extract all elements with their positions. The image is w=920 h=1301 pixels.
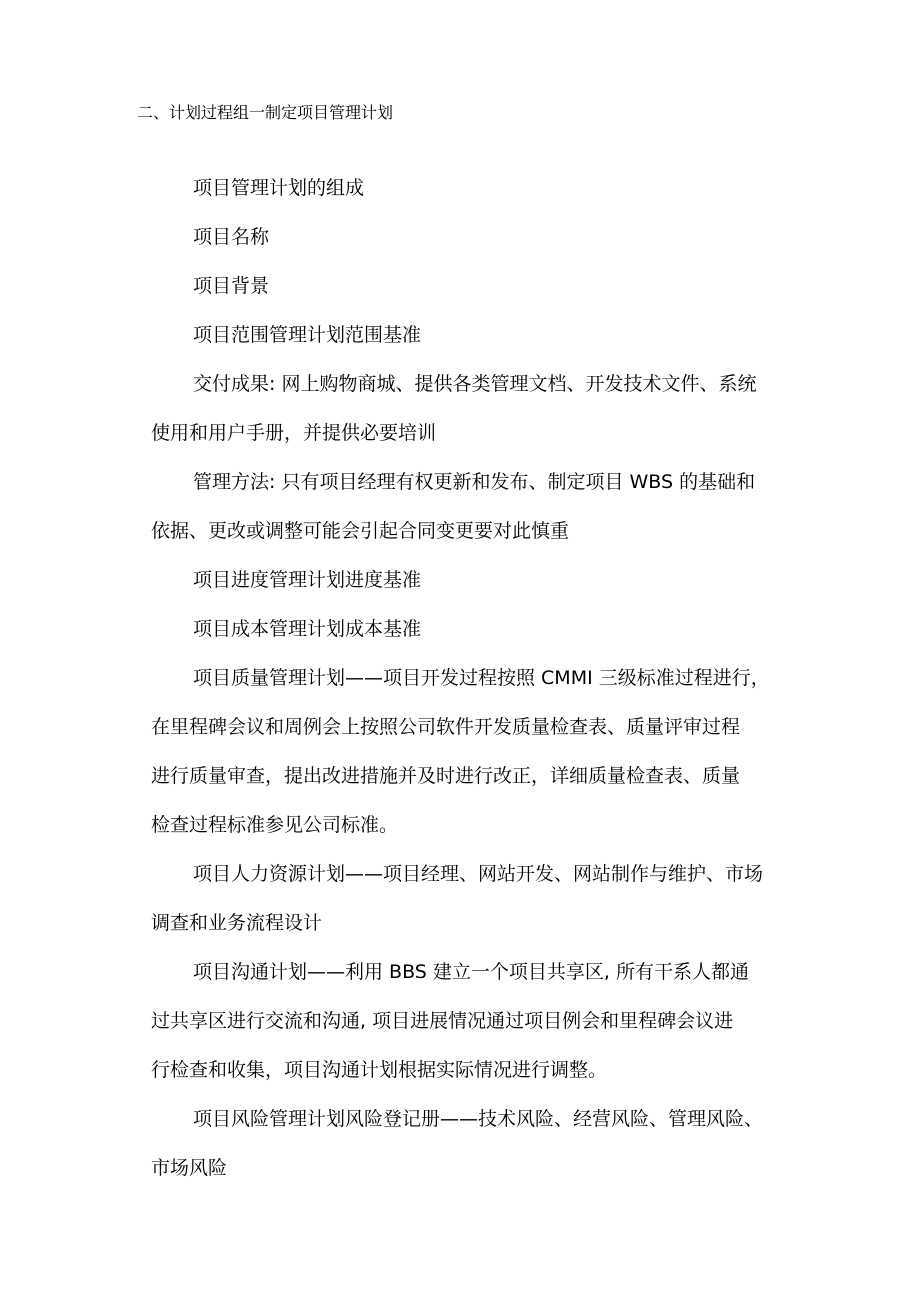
paragraph-line: 项目成本管理计划成本基准	[193, 618, 422, 640]
section-heading: 二、计划过程组一制定项目管理计划	[137, 103, 394, 122]
paragraph-line: 项目管理计划的组成	[193, 177, 365, 199]
paragraph-line: 使用和用户手册，并提供必要培训	[151, 422, 437, 444]
paragraph-line: 项目范围管理计划范围基准	[193, 324, 422, 346]
paragraph	[172, 213, 802, 262]
paragraph	[151, 654, 802, 850]
paragraph-line: 项目名称	[193, 226, 270, 248]
paragraph	[151, 850, 802, 948]
document-body	[151, 164, 802, 1193]
paragraph-line: 过共享区进行交流和沟通, 项目进展情况通过项目例会和里程碑会议进	[151, 1010, 734, 1032]
paragraph	[172, 262, 802, 311]
paragraph-line: 项目人力资源计划——项目经理、网站开发、网站制作与维护、市场	[193, 863, 764, 885]
paragraph-line: 依据、更改或调整可能会引起合同变更要对此慎重	[151, 520, 570, 542]
paragraph-line: 交付成果: 网上购物商城、提供各类管理文档、开发技术文件、系统	[193, 373, 757, 395]
paragraph-line: 检查过程标准参见公司标准。	[151, 814, 399, 836]
paragraph-line: 项目质量管理计划——项目开发过程按照 CMMI 三级标准过程进行，	[193, 667, 770, 689]
paragraph-line: 项目风险管理计划风险登记册——技术风险、经营风险、管理风险、	[193, 1108, 764, 1130]
paragraph-line: 项目沟通计划——利用 BBS 建立一个项目共享区, 所有干系人都通	[193, 961, 749, 983]
paragraph-line: 行检查和收集，项目沟通计划根据实际情况进行调整。	[151, 1059, 608, 1081]
paragraph-line: 进行质量审查，提出改进措施并及时进行改正，详细质量检查表、质量	[151, 765, 741, 787]
paragraph	[151, 360, 802, 458]
paragraph	[172, 311, 802, 360]
paragraph	[172, 605, 802, 654]
paragraph	[172, 556, 802, 605]
paragraph-line: 管理方法: 只有项目经理有权更新和发布、制定项目 WBS 的基础和	[193, 471, 756, 493]
paragraph-line: 市场风险	[151, 1157, 228, 1179]
paragraph	[151, 1095, 802, 1193]
paragraph-line: 项目背景	[193, 275, 270, 297]
paragraph-line: 调查和业务流程设计	[151, 912, 323, 934]
paragraph	[151, 458, 802, 556]
paragraph	[151, 948, 802, 1095]
paragraph-line: 在里程碑会议和周例会上按照公司软件开发质量检查表、质量评审过程	[151, 716, 741, 738]
paragraph-line: 项目进度管理计划进度基准	[193, 569, 422, 591]
paragraph	[172, 164, 802, 213]
